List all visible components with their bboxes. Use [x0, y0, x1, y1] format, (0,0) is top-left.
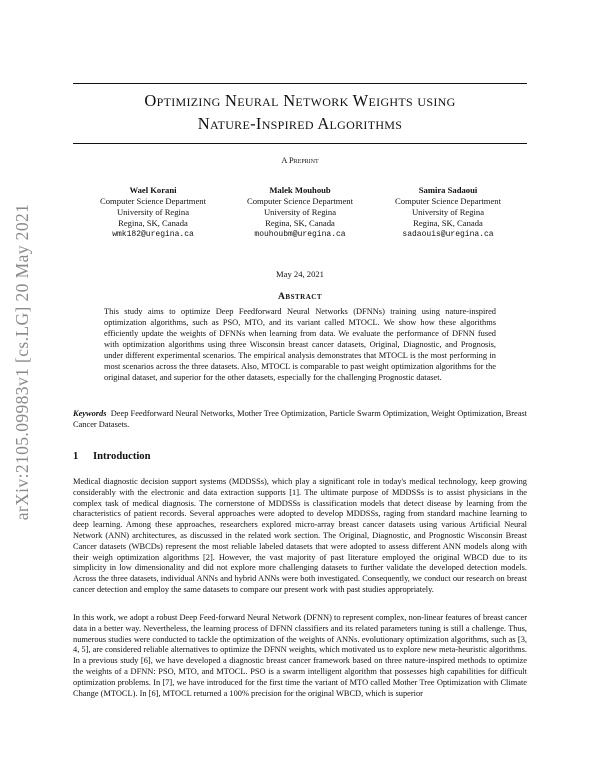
paper-title-line-2: Nature-Inspired Algorithms	[197, 114, 403, 133]
author-block	[220, 185, 380, 240]
author-email: sadaouis@uregina.ca	[402, 230, 494, 239]
section-heading	[73, 451, 151, 462]
author-name: Malek Mouhoub	[269, 185, 331, 195]
title-rule-top	[73, 83, 527, 84]
publication-date: May 24, 2021	[276, 269, 324, 279]
author-department: Computer Science Department	[395, 196, 501, 206]
preprint-label: A Preprint	[281, 156, 319, 165]
author-name: Samira Sadaoui	[418, 185, 478, 195]
author-block	[73, 185, 233, 240]
author-block	[368, 185, 528, 240]
title-rule-bottom	[73, 143, 527, 144]
author-location: Regina, SK, Canada	[265, 218, 335, 228]
author-email: wmk182@uregina.ca	[112, 230, 194, 239]
author-department: Computer Science Department	[247, 196, 353, 206]
body-paragraph: In this work, we adopt a robust Deep Feed-forward Neural Network (DFNN) to represent complex, non-linear features of breast cancer data in a better way. Nevertheless, the learning process of DFNN classifiers and its related parameters tuning is still a challenge. Thus, numerous studies were conducted to tackle the optimization of the weights of ANNs. evolutionary optimization algorithms, such as [3, 4, 5], are considered reliable alternatives to optimize the DFNN weights, which motivated us to explore new meta-heuristic algorithms. In a previous study [6], we have developed a diagnostic breast cancer framework based on three nature-inspired methods to optimize the weights of a DFNN: PSO, MTO, and MTOCL. PSO is a swarm intelligent algorithm that possesses high capabilities for difficult optimization problems. In [7], we have introduced for the first time the variant of MTO called Mother Tree Optimization with Climate Change (MTOCL). In [6], MTOCL returned a 100% precision for the original WBCD, which is superior	[73, 613, 527, 698]
author-location: Regina, SK, Canada	[413, 218, 483, 228]
author-email: mouhoubm@uregina.ca	[254, 230, 346, 239]
keywords-label: Keywords	[73, 409, 107, 418]
abstract-body: This study aims to optimize Deep Feedforward Neural Networks (DFNNs) training using nature-inspired optimization algorithms, such as PSO, MTO, and its variant called MTOCL. We show how these algorithms efficiently update the weights of DFNNs when learning from data. We evaluate the performance of DFNN fused with optimization algorithms using three Wisconsin breast cancer datasets, Original, Diagnostic, and Prognosis, under different experimental scenarios. The empirical analysis demonstrates that MTOCL is the most performing in most scenarios across the three datasets. Also, MTOCL is comparable to past weight optimization algorithms for the original dataset, and superior for the other datasets, especially for the challenging Prognostic dataset.	[104, 307, 496, 382]
keywords	[73, 409, 527, 431]
arxiv-identifier: arXiv:2105.09983v1 [cs.LG] 20 May 2021	[12, 203, 32, 521]
section-title: Introduction	[93, 451, 151, 462]
author-university: University of Regina	[116, 207, 190, 217]
author-university: University of Regina	[263, 207, 337, 217]
author-university: University of Regina	[411, 207, 485, 217]
paper-title-line-1: Optimizing Neural Network Weights using	[144, 91, 456, 110]
keywords-text: Deep Feedforward Neural Networks, Mother Tree Optimization, Particle Swarm Optimization, Weight Optimization, Breast Cancer Datasets.	[73, 409, 528, 429]
body-paragraph: Medical diagnostic decision support systems (MDDSSs), which play a significant role in today's medical technology, keep growing considerably with the electronic and data extraction supports [1]. The ultimate purpose of MDDSSs is to assist physicians in the complex task of medical diagnosis. The cornerstone of MDDSSs is classification models that detect disease by learning from the characteristics of patient records. Several approaches were adopted to develop MDDSSs, raging from standard machine learning to deep learning. Among these approaches, researchers explored micro-array breast cancer datasets using various Artificial Neural Network (ANN) architectures, as discussed in the related work section. The Original, Diagnostic, and Prognostic Wisconsin Breast Cancer datasets (WBCDs) represent the most reliable labeled datasets that were adopted to assess different ANN models along with their weigh optimization algorithms [2]. However, the vast majority of past literature employed the original WBCD due to its simplicity in low dimensionality and did not explore more challenging datasets to further validate the developed detection models. Across the three datasets, individual ANNs and hybrid ANNs were both investigated. Consequently, we conduct our research on breast cancer detection and employ the same datasets to compare our present work with past studies appropriately.	[73, 477, 527, 594]
abstract-heading: Abstract	[278, 291, 322, 302]
author-department: Computer Science Department	[100, 196, 206, 206]
section-number: 1	[73, 451, 79, 462]
author-name: Wael Korani	[129, 185, 177, 195]
author-location: Regina, SK, Canada	[118, 218, 188, 228]
